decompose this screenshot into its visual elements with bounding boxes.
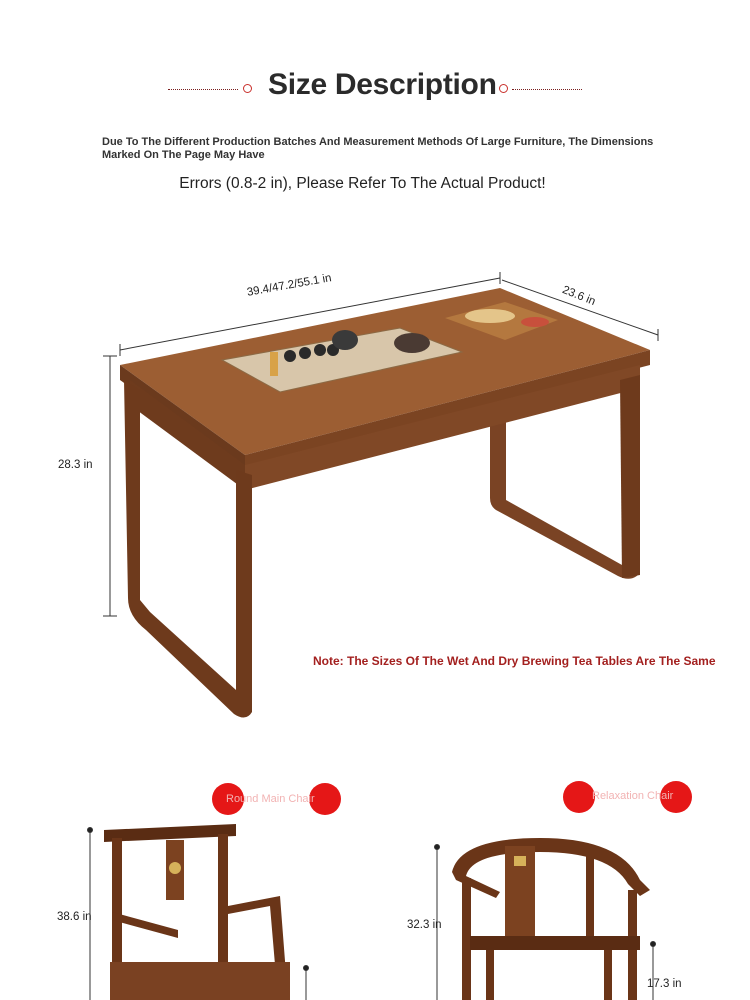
page-title: Size Description	[268, 68, 497, 101]
round-main-chair-label: Round Main Chair	[226, 793, 315, 805]
round-main-chair	[104, 824, 290, 1000]
relaxation-chair	[452, 838, 650, 1000]
table-length-label: 39.4/47.2/55.1 in	[246, 272, 333, 299]
table-width-label: 23.6 in	[560, 284, 598, 309]
round-chair-height-label: 38.6 in	[57, 911, 92, 923]
relaxation-chair-label: Relaxation Chair	[592, 790, 674, 802]
error-tolerance-text: Errors (0.8-2 in), Please Refer To The Actual Product!	[179, 175, 546, 192]
tea-table-note: Note: The Sizes Of The Wet And Dry Brewing Tea Tables Are The Same	[313, 654, 716, 668]
table-height-label: 28.3 in	[58, 459, 93, 471]
disclaimer-text: Due To The Different Production Batches And Measurement Methods Of Large Furniture, The Dimensions Marked On The Page May Have	[102, 136, 654, 161]
table-back-legs	[490, 400, 638, 579]
relaxation-chair-height-label: 32.3 in	[407, 919, 442, 931]
relaxation-chair-bubble-left	[563, 781, 595, 813]
relaxation-seat-height-label: 17.3 in	[647, 978, 682, 990]
